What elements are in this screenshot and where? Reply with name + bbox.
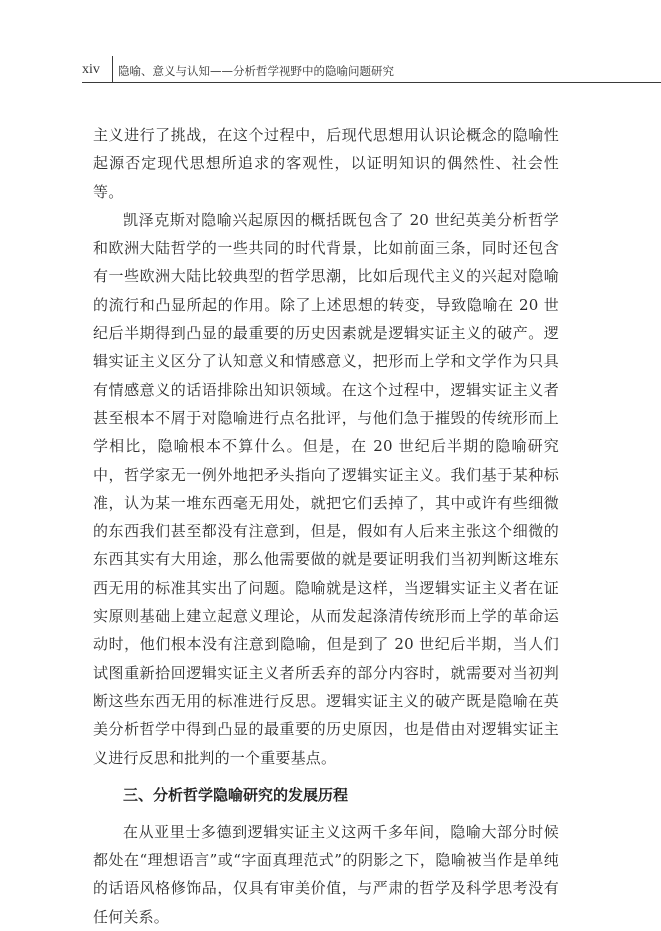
section-heading: 三、分析哲学隐喻研究的发展历程 [123,785,349,804]
paragraph-continued: 主义进行了挑战，在这个过程中，后现代思想用认识论概念的隐喻性起源否定现代思想所追求的客观性，以证明知识的偶然性、社会性等。 [93,126,559,201]
header-divider [112,56,113,82]
paragraph-logical-positivism: 凯泽克斯对隐喻兴起原因的概括既包含了 20 世纪英美分析哲学和欧洲大陆哲学的一些共同的时代背景，比如前面三条，同时还包含有一些欧洲大陆比较典型的哲学思潮，比如后现代主义的兴起对隐喻的流行和凸显所起的作用。除了上述思想的转变，导致隐喻在 20 世纪后半期得到凸显的最重要的历史因素就是逻辑实证主义的破产。逻辑实证主义区分了认知意义和情感意义，把形而上学和文学作为只具有情感意义的话语排除出知识领域。在这个过程中，逻辑实证主义者甚至根本不屑于对隐喻进行点名批评，与他们急于摧毁的传统形而上学相比，隐喻根本不算什么。但是，在 20 世纪后半期的隐喻研究中，哲学家无一例外地把矛头指向了逻辑实证主义。我们基于某种标准，认为某一堆东西毫无用处，就把它们丢掉了，其中或许有些细微的东西我们甚至都没有注意到，但是，假如有人后来主张这个细微的东西其实有大用途，那么他需要做的就是要证明我们当初判断这堆东西无用的标准其实出了问题。隐喻就是这样，当逻辑实证主义者在证实原则基础上建立起意义理论，从而发起涤清传统形而上学的革命运动时，他们根本没有注意到隐喻，但是到了 20 世纪后半期，当人们试图重新拾回逻辑实证主义者所丢弃的部分内容时，就需要对当初判断这些东西无用的标准进行反思。逻辑实证主义的破产既是隐喻在英美分析哲学中得到凸显的最重要的历史原因，也是借由对逻辑实证主义进行反思和批判的一个重要基点。 [93,210,559,767]
page-header [82,56,661,83]
paragraph-section-intro: 在从亚里士多德到逻辑实证主义这两千多年间，隐喻大部分时候都处在“理想语言”或“字面真理范式”的阴影之下，隐喻被当作是单纯的话语风格修饰品，仅具有审美价值，与严肃的哲学及科学思考没有任何关系。 [93,822,559,926]
page-body [93,121,559,931]
page-number: xiv [82,62,100,77]
running-title: 隐喻、意义与认知——分析哲学视野中的隐喻问题研究 [118,64,394,78]
